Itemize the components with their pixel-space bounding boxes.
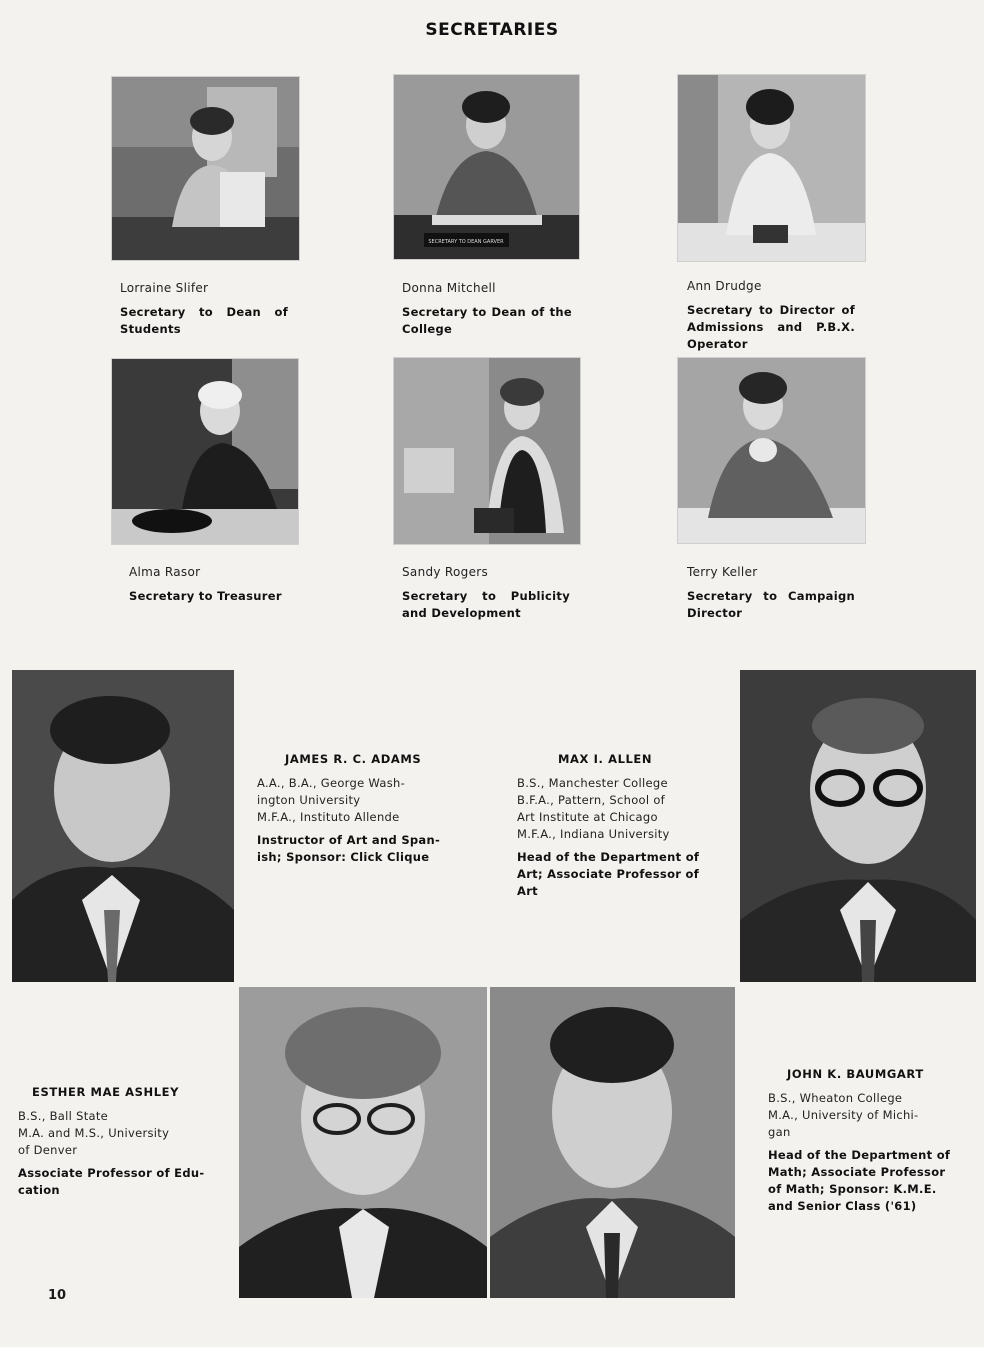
- photo-ann-drudge: [677, 74, 866, 262]
- faculty-position: Instructor of Art and Span- ish; Sponsor: Click Clique: [257, 833, 441, 864]
- secretary-name: Sandy Rogers: [402, 565, 489, 579]
- degree-line: gan: [768, 1125, 791, 1139]
- degree-line: M.F.A., Instituto Allende: [257, 810, 400, 824]
- secretary-name: Alma Rasor: [129, 565, 201, 579]
- degree-line: B.F.A., Pattern, School of: [517, 793, 666, 807]
- photo-terry-keller: [677, 357, 866, 544]
- photo-sandy-rogers: [393, 357, 581, 545]
- degree-line: M.A., University of Michi-: [768, 1108, 919, 1122]
- photo-alma-rasor: [111, 358, 299, 545]
- degree-line: ington University: [257, 793, 361, 807]
- secretary-role: Secretary to Treasurer: [129, 589, 282, 603]
- photo-james-adams: [12, 670, 234, 982]
- faculty-info-adams: [257, 775, 455, 866]
- photo-max-allen: [740, 670, 976, 982]
- secretary-name: Lorraine Slifer: [120, 281, 209, 295]
- photo-john-baumgart: [490, 987, 735, 1298]
- degree-line: B.S., Manchester College: [517, 776, 668, 790]
- degree-line: A.A., B.A., George Wash-: [257, 776, 406, 790]
- degree-line: B.S., Ball State: [18, 1109, 109, 1123]
- secretary-name: Donna Mitchell: [402, 281, 496, 295]
- secretary-role: Secretary to Campaign Director: [687, 589, 855, 620]
- faculty-name-baumgart: JOHN K. BAUMGART: [787, 1067, 924, 1081]
- secretary-name: Terry Keller: [687, 565, 758, 579]
- secretary-role: Secretary to Dean of the College: [402, 305, 572, 336]
- photo-esther-ashley: [239, 987, 487, 1298]
- desk-sign: SECRETARY TO DEAN GARVER: [428, 239, 504, 245]
- degree-line: M.F.A., Indiana University: [517, 827, 670, 841]
- faculty-info-baumgart: [768, 1090, 960, 1215]
- secretary-role: Secretary to Dean of Students: [120, 305, 288, 336]
- faculty-info-ashley: [18, 1108, 208, 1199]
- degree-line: of Denver: [18, 1143, 78, 1157]
- secretary-name: Ann Drudge: [687, 279, 762, 293]
- faculty-info-allen: [517, 775, 713, 900]
- degree-line: M.A. and M.S., University: [18, 1126, 170, 1140]
- faculty-name-adams: JAMES R. C. ADAMS: [285, 752, 422, 766]
- faculty-position: Associate Professor of Edu- cation: [18, 1166, 205, 1197]
- secretary-role: Secretary to Publicity and Development: [402, 589, 570, 620]
- photo-lorraine-slifer: [111, 76, 300, 261]
- degree-line: Art Institute at Chicago: [517, 810, 658, 824]
- page-number: 10: [48, 1288, 67, 1303]
- faculty-name-ashley: ESTHER MAE ASHLEY: [32, 1085, 180, 1099]
- faculty-name-allen: MAX I. ALLEN: [558, 752, 653, 766]
- faculty-position: Head of the Department of Art; Associate Professor of Art: [517, 850, 700, 898]
- photo-donna-mitchell: [393, 74, 580, 260]
- degree-line: B.S., Wheaton College: [768, 1091, 903, 1105]
- page-title: SECRETARIES: [425, 20, 559, 40]
- secretary-role: Secretary to Director of Admissions and P.B.X. Operator: [687, 303, 855, 351]
- faculty-position: Head of the Department of Math; Associate Professor of Math; Sponsor: K.M.E. and Senior Class ('61): [768, 1148, 951, 1213]
